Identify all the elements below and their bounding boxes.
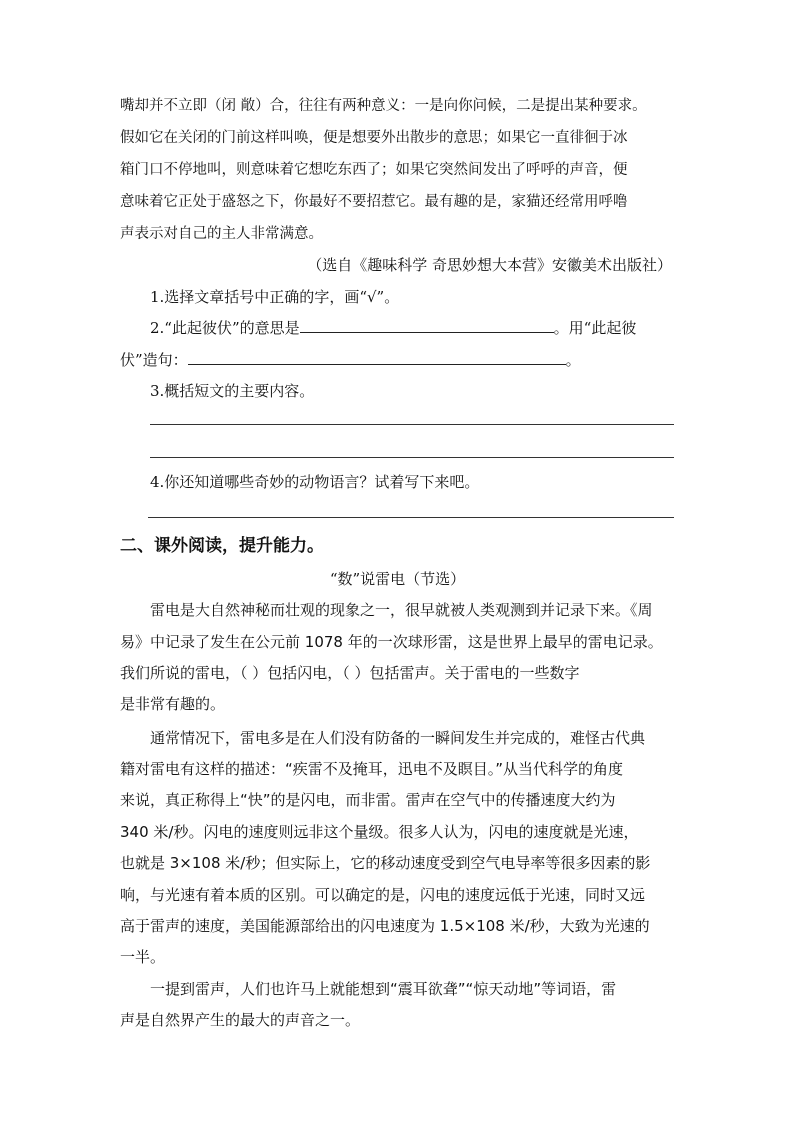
passage1-line-1: 嘴却并不立即（闭 敞）合，往往有两种意义：一是向你问候，二是提出某种要求。 (120, 98, 647, 114)
article-line-10: 响，与光速有着本质的区别。可以确定的是，闪电的速度远低于光速，同时又远 (120, 886, 646, 904)
question-2 (150, 318, 675, 338)
question-2-line2-suffix: 。 (565, 351, 581, 369)
article-line-3: 我们所说的雷电，（ ）包括闪电，（ ）包括雷声。关于雷电的一些数字 (120, 664, 580, 682)
article-title: “数”说雷电（节选） (329, 570, 466, 588)
passage1-line-3: 箱门口不停地叫，则意味着它想吃东西了；如果它突然间发出了呼呼的声音，便 (120, 162, 628, 178)
question-2-line-2 (120, 350, 675, 370)
question-2-prefix: 2.“此起彼伏”的意思是 (150, 319, 300, 337)
article-line-5: 通常情况下，雷电多是在人们没有防备的一瞬间发生并完成的，难怪古代典 (150, 729, 646, 747)
answer-blank-meaning[interactable] (300, 318, 554, 333)
answer-line-q4[interactable] (148, 517, 674, 518)
article-line-12: 一半。 (120, 948, 166, 966)
article-line-11: 高于雷声的速度，美国能源部给出的闪电速度为 1.5×108 米/秒，大致为光速的 (120, 917, 650, 935)
article-line-7: 来说，真正称得上“快”的是闪电，而非雷。雷声在空气中的传播速度大约为 (120, 791, 616, 809)
question-2-line2-prefix: 伏”造句： (120, 351, 188, 369)
answer-line-q3-1[interactable] (150, 424, 674, 425)
question-2-suffix: 。用“此起彼 (553, 319, 637, 337)
passage1-source: （选自《趣味科学 奇思妙想大本营》安徽美术出版社） (307, 256, 672, 274)
answer-blank-sentence[interactable] (188, 350, 566, 365)
section-heading: 二、课外阅读，提升能力。 (120, 536, 324, 556)
passage1-line-5: 声表示对自己的主人非常满意。 (120, 226, 323, 242)
article-line-1: 雷电是大自然神秘而壮观的现象之一，很早就被人类观测到并记录下来。《周 (150, 601, 653, 619)
passage1-line-2: 假如它在关闭的门前这样叫唤，便是想要外出散步的意思；如果它一直徘徊于冰 (120, 130, 628, 146)
article-line-2: 易》中记录了发生在公元前 1078 年的一次球形雷，这是世界上最早的雷电记录。 (120, 633, 663, 651)
article-line-14: 声是自然界产生的最大的声音之一。 (120, 1011, 361, 1029)
question-1: 1.选择文章括号中正确的字，画“√”。 (150, 288, 400, 306)
answer-line-q3-2[interactable] (150, 457, 674, 458)
article-line-8: 340 米/秒。闪电的速度则远非这个量级。很多人认为，闪电的速度就是光速， (120, 823, 639, 841)
article-line-6: 籍对雷电有这样的描述：“疾雷不及掩耳，迅电不及瞑目。”从当代科学的角度 (120, 760, 624, 778)
passage1-line-4: 意味着它正处于盛怒之下，你最好不要招惹它。最有趣的是，家猫还经常用呼噜 (120, 194, 628, 210)
question-3: 3.概括短文的主要内容。 (150, 382, 315, 400)
article-line-9: 也就是 3×108 米/秒；但实际上，它的移动速度受到空气电导率等很多因素的影 (120, 854, 651, 872)
article-line-13: 一提到雷声，人们也许马上就能想到“震耳欲聋”“惊天动地”等词语，雷 (150, 980, 617, 998)
question-4: 4.你还知道哪些奇妙的动物语言？试着写下来吧。 (150, 473, 480, 491)
article-line-4: 是非常有趣的。 (120, 695, 226, 713)
